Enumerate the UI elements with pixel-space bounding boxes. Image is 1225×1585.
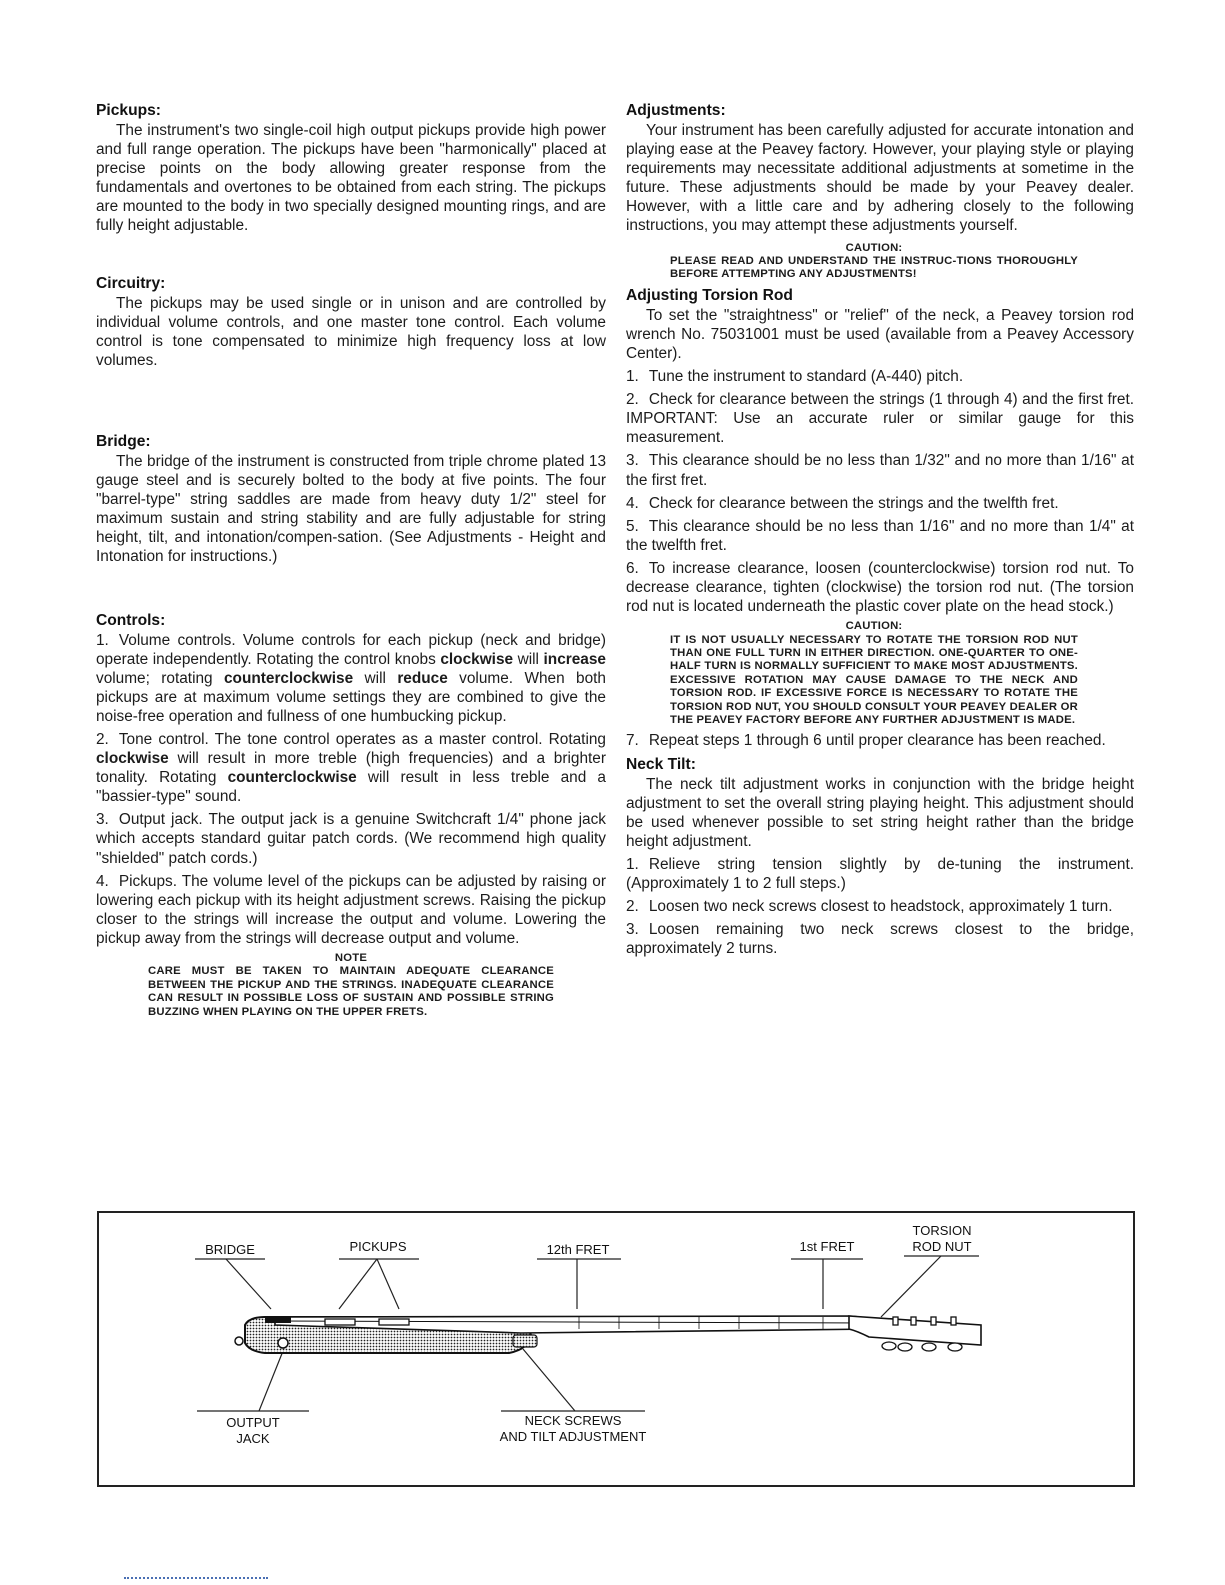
label-bridge: BRIDGE <box>205 1242 255 1257</box>
list-item: 1. Relieve string tension slightly by de-tuning the instrument. (Approximately 1 to 2 full steps.) <box>626 855 1134 892</box>
pickups-text: The instrument's two single-coil high output pickups provide high power and full range operation. The pickups have been "harmonically" placed at precise points on the body allowing greater response from the fundamentals and overtones to be obtained from each string. The pickups are mounted to the body in two specially designed mounting rings, and are fully height adjustable. <box>96 122 606 235</box>
label-pickups: PICKUPS <box>349 1239 407 1254</box>
circuitry-text: The pickups may be used single or in unison and are controlled by individual volume controls, and one master tone control. Each volume control is tone compensated to minimize high frequency loss at low volumes. <box>96 294 606 369</box>
adjustments-text: Your instrument has been carefully adjusted for accurate intonation and playing ease at the Peavey factory. However, your playing style or playing requirements may necessitate additional adjustments at sometime in the future. These adjustments should be made by your Peavey dealer. However, with a little care and by adhering closely to the following instructions, you may attempt these adjustments yourself. <box>626 122 1134 235</box>
caution-2-text: IT IS NOT USUALLY NECESSARY TO ROTATE THE TORSION ROD NUT THAN ONE FULL TURN IN EITHER DIRECTION. ONE-QUARTER TO ONE-HALF TURN IS NORMALLY SUFFICIENT TO MAKE MOST ADJUSTMENTS. EXCESSIVE ROTATION MAY CAUSE DAMAGE TO THE NECK AND TORSION ROD. IF EXCESSIVE FORCE IS NECESSARY TO ROTATE THE TORSION ROD NUT, YOU SHOULD CONSULT YOUR PEAVEY DEALER OR THE PEAVEY FACTORY BEFORE ANY FURTHER ADJUSTMENT IS MADE. <box>670 633 1078 727</box>
guitar-diagram <box>97 1211 1135 1487</box>
list-item: 2. Loosen two neck screws closest to headstock, approximately 1 turn. <box>626 898 1113 916</box>
note-box <box>148 952 554 1019</box>
caution-1-text: PLEASE READ AND UNDERSTAND THE INSTRUC-TIONS THOROUGHLY BEFORE ATTEMPTING ANY ADJUSTMENTS! <box>670 254 1078 281</box>
controls-item-pickups: 4. Pickups. The volume level of the pickups can be adjusted by raising or lowering each pickup with its height adjustment screws. Raising the pickup closer to the strings will increase the output and volume. Lowering the pickup away from the strings will decrease output and volume. <box>96 872 606 947</box>
neck-tilt-heading: Neck Tilt: <box>626 755 696 773</box>
neck-tilt-steps <box>626 855 1134 958</box>
adjustments-heading: Adjustments: <box>626 102 726 119</box>
pickups-heading: Pickups: <box>96 102 161 119</box>
neck-tilt-intro: The neck tilt adjustment works in conjunction with the bridge height adjustment to set the overall string playing height. This adjustment should be used whenever possible to set string height rather than the bridge height adjustment. <box>626 775 1134 850</box>
list-item: 4. Check for clearance between the strings and the twelfth fret. <box>626 494 1059 512</box>
footer-link-underline <box>124 1577 268 1582</box>
list-item: 2. Check for clearance between the strings (1 through 4) and the first fret. IMPORTANT: Use an accurate ruler or similar gauge for this measurement. <box>626 391 1134 447</box>
list-item: 3. This clearance should be no less than 1/32" and no more than 1/16" at the first fret. <box>626 452 1134 489</box>
left-column <box>96 101 606 1019</box>
circuitry-heading: Circuitry: <box>96 274 166 292</box>
controls-item-output-jack: 3. Output jack. The output jack is a genuine Switchcraft 1/4" phone jack which accepts standard guitar patch cords. (We recommend high quality "shielded" patch cords.) <box>96 811 606 867</box>
bridge-text: The bridge of the instrument is constructed from triple chrome plated 13 gauge steel and is securely bolted to the body at five points. The four "barrel-type" string saddles are made from heavy duty 1/2" steel for maximum sustain and string stability and are fully adjustable for string height, tilt, and intonation/compen-sation. (See Adjustments - Height and Intonation for instructions.) <box>96 452 606 566</box>
label-output-jack: OUTPUT JACK <box>226 1415 280 1446</box>
controls-item-tone: 2. Tone control. The tone control operates as a master control. Rotating clockwise will result in more treble (high frequencies) and a brighter tonality. Rotating counterclockwise will result in less treble and a "bassier-type" sound. <box>96 730 606 806</box>
list-item: 5. This clearance should be no less than 1/16" and no more than 1/4" at the twelfth fret. <box>626 517 1134 554</box>
caution-box-2 <box>670 620 1078 727</box>
list-item: 7. Repeat steps 1 through 6 until proper clearance has been reached. <box>626 732 1106 750</box>
controls-item-volume: 1. Volume controls. Volume controls for each pickup (neck and bridge) operate independently. Rotating the control knobs clockwise will increase volume; rotating counterclockwise will reduce volume. When both pickups are at maximum volume settings they are combined to give the noise-free operation and fullness of one humbucking pickup. <box>96 631 606 725</box>
bridge-heading: Bridge: <box>96 432 151 450</box>
torsion-step-7 <box>626 731 1134 750</box>
controls-heading: Controls: <box>96 611 166 629</box>
caution-2-title: CAUTION: <box>845 620 903 633</box>
caution-box-1 <box>670 242 1078 282</box>
torsion-steps <box>626 367 1134 616</box>
torsion-heading: Adjusting Torsion Rod <box>626 286 793 304</box>
caution-1-title: CAUTION: <box>845 241 903 254</box>
list-item: 6. To increase clearance, loosen (counterclockwise) torsion rod nut. To decrease clearance, tighten (clockwise) the torsion rod nut. (The torsion rod nut is located underneath the plastic cover plate on the head stock.) <box>626 559 1134 616</box>
label-neck-screws: NECK SCREWS AND TILT ADJUSTMENT <box>499 1413 647 1444</box>
list-item: 3. Loosen remaining two neck screws closest to the bridge, approximately 2 turns. <box>626 921 1134 958</box>
right-column <box>626 101 1134 962</box>
note-title: NOTE <box>334 952 368 964</box>
label-12th-fret: 12th FRET <box>546 1242 610 1257</box>
torsion-intro: To set the "straightness" or "relief" of the neck, a Peavey torsion rod wrench No. 75031001 must be used (available from a Peavey Accessory Center). <box>626 306 1134 362</box>
list-item: 1. Tune the instrument to standard (A-440) pitch. <box>626 368 964 386</box>
note-text: CARE MUST BE TAKEN TO MAINTAIN ADEQUATE CLEARANCE BETWEEN THE PICKUP AND THE STRINGS. INADEQUATE CLEARANCE CAN RESULT IN POSSIBLE LOSS OF SUSTAIN AND POSSIBLE STRING BUZZING WHEN PLAYING ON THE UPPER FRETS. <box>148 965 554 1018</box>
label-1st-fret: 1st FRET <box>799 1239 855 1254</box>
controls-list <box>96 631 606 949</box>
label-torsion-rod-nut: TORSION ROD NUT <box>912 1223 972 1254</box>
